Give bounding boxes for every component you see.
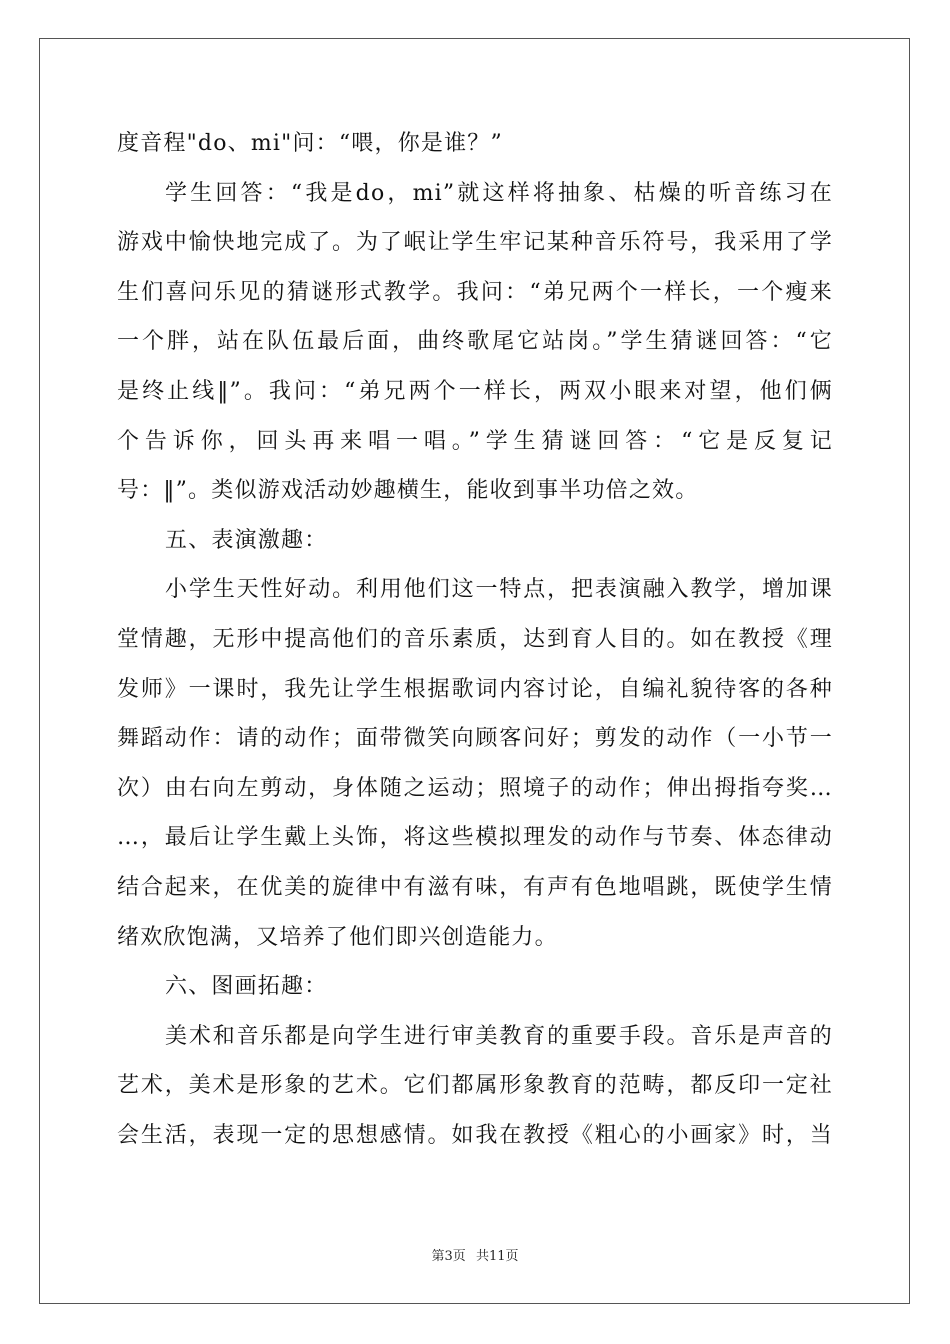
page-footer <box>0 1245 950 1264</box>
text-line: …，最后让学生戴上头饰，将这些模拟理发的动作与节奏、体态律动 <box>117 825 833 851</box>
document-body <box>117 126 833 1167</box>
text-line: 绪欢欣饱满，又培养了他们即兴创造能力。 <box>117 924 558 950</box>
text-line: 一个胖，站在队伍最后面，曲终歌尾它站岗。”学生猜谜回答：“它 <box>117 329 833 355</box>
text-line: 学生回答：“我是do，mi”就这样将抽象、枯燥的听音练习在 <box>165 180 833 206</box>
text-line: 会生活，表现一定的思想感情。如我在教授《粗心的小画家》时，当 <box>117 1122 833 1148</box>
text-line: 发师》一课时，我先让学生根据歌词内容讨论，自编礼貌待客的各种 <box>117 676 833 702</box>
text-line: 号：‖”。类似游戏活动妙趣横生，能收到事半功倍之效。 <box>117 478 699 504</box>
text-line: 美术和音乐都是向学生进行审美教育的重要手段。音乐是声音的 <box>165 1023 833 1049</box>
section-heading: 六、图画拓趣： <box>165 974 328 1000</box>
text-line: 舞蹈动作：请的动作；面带微笑向顾客问好；剪发的动作（一小节一 <box>117 726 833 752</box>
text-line: 生们喜问乐见的猜谜形式教学。我问：“弟兄两个一样长，一个瘦来 <box>117 279 833 305</box>
text-line: 个告诉你，回头再来唱一唱。”学生猜谜回答：“它是反复记 <box>117 428 833 454</box>
text-line: 堂情趣，无形中提高他们的音乐素质，达到育人目的。如在教授《理 <box>117 626 833 652</box>
page-total: 共11页 <box>475 1249 519 1264</box>
text-line: 结合起来，在优美的旋律中有滋有味，有声有色地唱跳，既使学生情 <box>117 874 833 900</box>
text-line: 小学生天性好动。利用他们这一特点，把表演融入教学，增加课 <box>165 577 833 603</box>
text-line: 游戏中愉快地完成了。为了岷让学生牢记某种音乐符号，我采用了学 <box>117 230 833 256</box>
section-heading: 五、表演激趣： <box>165 527 328 553</box>
text-line: 次）由右向左剪动，身体随之运动；照境子的动作；伸出拇指夸奖… <box>117 775 833 801</box>
text-line: 度音程"do、mi"问：“喂，你是谁？” <box>117 131 503 156</box>
page-number: 第3页 <box>431 1249 466 1264</box>
text-line: 艺术，美术是形象的艺术。它们都属形象教育的范畴，都反印一定社 <box>117 1073 833 1099</box>
text-line: 是终止线‖”。我问：“弟兄两个一样长，两双小眼来对望，他们俩 <box>117 378 833 404</box>
